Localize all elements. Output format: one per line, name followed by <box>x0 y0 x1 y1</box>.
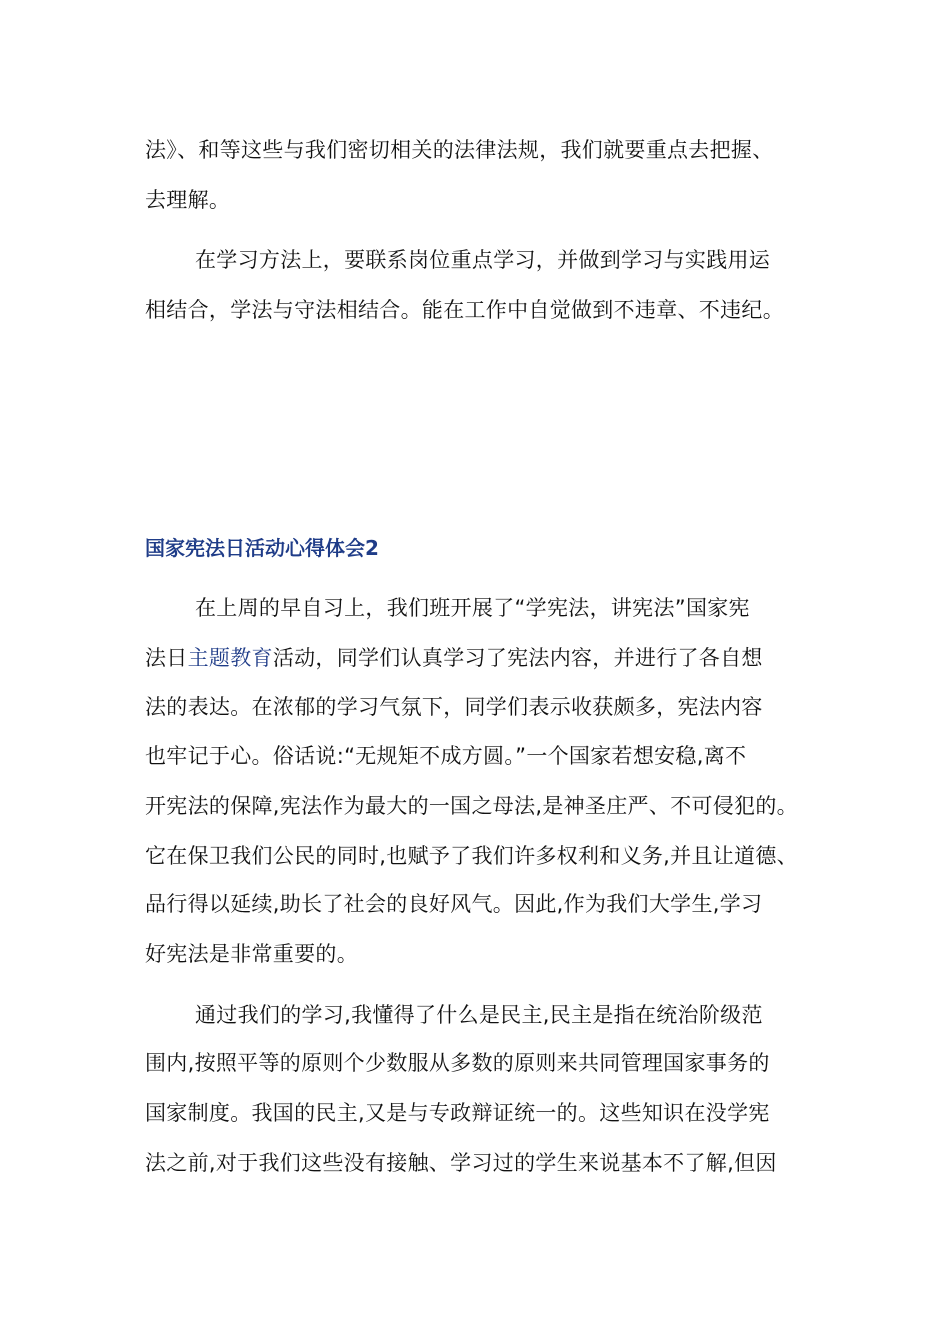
paragraph-line: 在学习方法上，要联系岗位重点学习，并做到学习与实践用运 <box>195 248 771 272</box>
paragraph-line: 它在保卫我们公民的同时,也赋予了我们许多权利和义务,并且让道德、 <box>145 844 798 868</box>
paragraph-line: 开宪法的保障,宪法作为最大的一国之母法,是神圣庄严、不可侵犯的。 <box>145 794 798 818</box>
paragraph-line: 法之前,对于我们这些没有接触、学习过的学生来说基本不了解,但因 <box>145 1151 777 1175</box>
paragraph-line: 围内,按照平等的原则个少数服从多数的原则来共同管理国家事务的 <box>145 1051 770 1075</box>
topic-education-link[interactable]: 主题教育 <box>187 646 273 670</box>
paragraph-line: 法的表达。在浓郁的学习气氛下，同学们表示收获颇多，宪法内容 <box>145 695 763 719</box>
text-segment: 活动，同学们认真学习了宪法内容，并进行了各自想 <box>272 646 763 670</box>
paragraph-line: 品行得以延续,助长了社会的良好风气。因此,作为我们大学生,学习 <box>145 892 763 916</box>
text-segment: 法日 <box>145 646 188 670</box>
paragraph-line: 通过我们的学习,我懂得了什么是民主,民主是指在统治阶级范 <box>195 1003 763 1027</box>
paragraph-line: 相结合，学法与守法相结合。能在工作中自觉做到不违章、不违纪。 <box>145 298 784 322</box>
paragraph-line: 国家制度。我国的民主,又是与专政辩证统一的。这些知识在没学宪 <box>145 1101 770 1125</box>
paragraph-line: 法》、和等这些与我们密切相关的法律法规，我们就要重点去把握、 <box>145 138 774 162</box>
section-heading: 国家宪法日活动心得体会2 <box>145 536 379 560</box>
paragraph-line: 在上周的早自习上，我们班开展了“学宪法，讲宪法”国家宪 <box>195 596 750 620</box>
paragraph-line: 去理解。 <box>145 188 231 212</box>
paragraph-line: 好宪法是非常重要的。 <box>145 942 358 966</box>
paragraph-line: 也牢记于心。俗话说:“无规矩不成方圆。”一个国家若想安稳,离不 <box>145 744 747 768</box>
paragraph-line <box>145 643 763 673</box>
